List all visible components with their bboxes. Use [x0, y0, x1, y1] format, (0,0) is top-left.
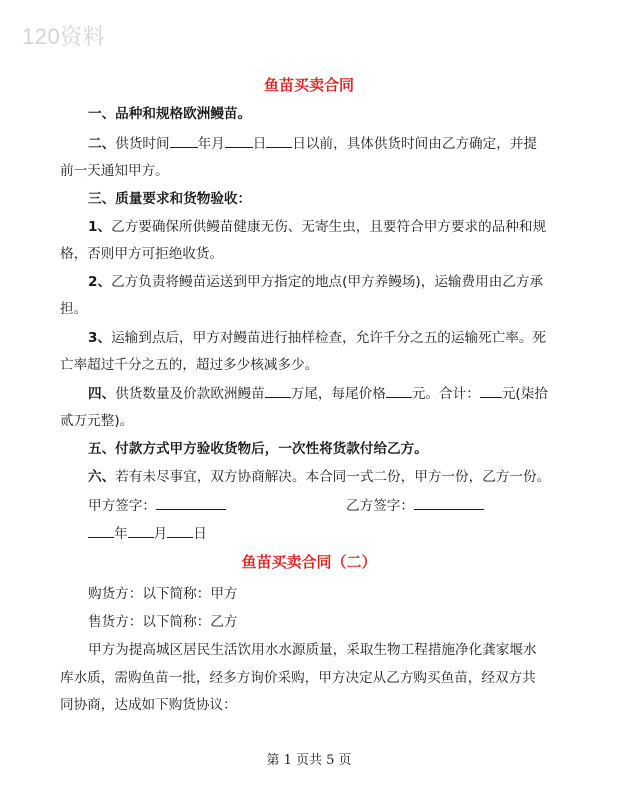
clause-4-text-d: 元(柒拾	[501, 386, 548, 402]
item-3-text: 运输到点后，甲方对鳗苗进行抽样检查，允许千分之五的运输死亡率。死	[111, 330, 547, 346]
signature-a-line	[156, 498, 226, 510]
paragraph-line-3: 同协商，达成如下购货协议：	[60, 697, 237, 713]
clause-2-prefix: 二、	[88, 136, 116, 152]
item-3-cont: 亡率超过千分之五的，超过多少核减多少。	[60, 357, 319, 373]
signature-b-label: 乙方签字：	[346, 498, 414, 514]
clause-6	[88, 465, 550, 485]
clause-2-text-b: 年月	[197, 136, 225, 152]
date-year: 年	[114, 526, 128, 542]
clause-4-cont: 贰万元整)。	[60, 413, 134, 429]
paragraph-line-1: 甲方为提高城区居民生活饮用水水源质量，采取生物工程措施净化龚家堰水	[88, 642, 537, 658]
item-1-num: 1、	[88, 219, 112, 235]
page-footer: 第 1 页共 5 页	[266, 753, 352, 768]
blank-field	[480, 386, 502, 398]
clause-2-text-d: 日以前，具体供货时间由乙方确定，并提	[292, 136, 538, 152]
seller-line: 售货方：以下简称：乙方	[88, 614, 238, 630]
item-2-text: 乙方负责将鳗苗运送到甲方指定的地点(甲方养鳗场)，运输费用由乙方承	[111, 274, 544, 290]
signature-party-b	[346, 494, 484, 514]
clause-2-text-c: 日	[252, 136, 267, 152]
watermark: 120资料	[22, 24, 106, 49]
date-line	[88, 522, 207, 542]
item-1	[88, 215, 546, 235]
clause-6-prefix: 六、	[88, 469, 116, 485]
clause-4-prefix: 四、	[88, 386, 116, 402]
clause-1: 一、品种和规格欧洲鳗苗。	[88, 106, 252, 122]
signature-party-a	[88, 494, 226, 514]
blank-field	[386, 386, 412, 398]
blank-field	[266, 136, 292, 148]
blank-field	[88, 526, 114, 538]
blank-field	[265, 386, 291, 398]
date-month: 月	[153, 526, 168, 542]
clause-6-text: 若有未尽事宜，双方协商解决。本合同一式二份，甲方一份，乙方一份。	[115, 469, 551, 485]
clause-4-text-c: 元。合计：	[411, 386, 480, 402]
section-title-2: 鱼苗买卖合同（二）	[241, 553, 377, 571]
paragraph-line-2: 库水质，需购鱼苗一批，经多方询价采购，甲方决定从乙方购买鱼苗，经双方共	[60, 670, 536, 686]
blank-field	[167, 526, 193, 538]
clause-4	[88, 382, 548, 402]
document-title: 鱼苗买卖合同	[263, 76, 354, 94]
item-3	[88, 326, 546, 346]
blank-field	[225, 136, 253, 148]
item-1-cont: 格，否则甲方可拒绝收货。	[60, 246, 224, 262]
clause-5: 五、付款方式甲方验收货物后，一次性将货款付给乙方。	[88, 441, 428, 457]
blank-field	[128, 526, 154, 538]
date-day: 日	[193, 526, 207, 542]
signature-b-line	[414, 498, 484, 510]
clause-2-cont: 前一天通知甲方。	[60, 163, 169, 179]
clause-2	[88, 132, 537, 152]
clause-2-text-a: 供货时间	[115, 136, 170, 152]
item-2-num: 2、	[88, 274, 112, 290]
buyer-line: 购货方：以下简称：甲方	[88, 586, 238, 602]
item-1-text: 乙方要确保所供鳗苗健康无伤、无寄生虫，且要符合甲方要求的品种和规	[111, 219, 547, 235]
item-2-cont: 担。	[60, 301, 88, 317]
clause-4-text-b: 万尾，每尾价格	[290, 386, 386, 402]
signature-a-label: 甲方签字：	[88, 498, 156, 514]
item-2	[88, 270, 543, 290]
blank-field	[170, 136, 198, 148]
clause-3: 三、质量要求和货物验收：	[88, 191, 252, 207]
item-3-num: 3、	[88, 330, 112, 346]
clause-4-text-a: 供货数量及价款欧洲鳗苗	[115, 386, 265, 402]
